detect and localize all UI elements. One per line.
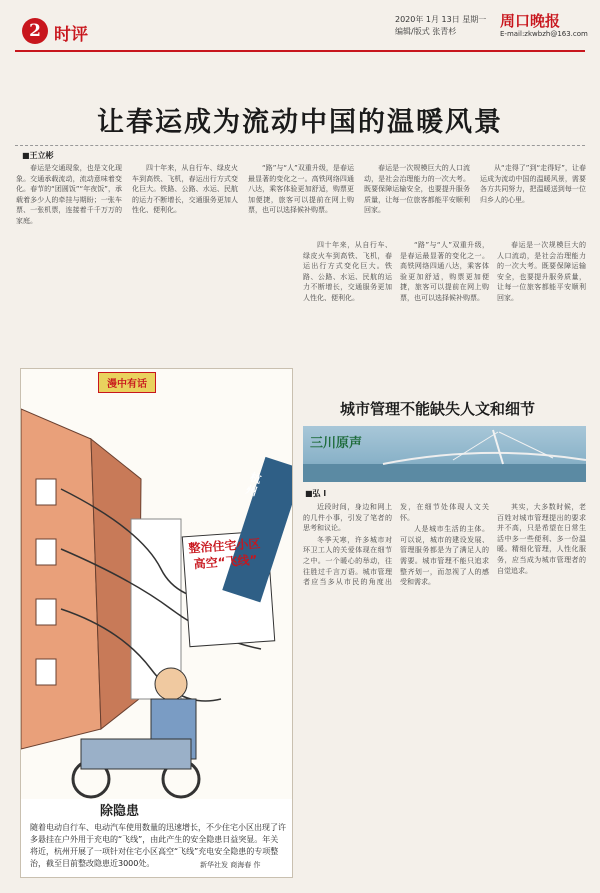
paragraph: 四十年来，从自行车、绿皮火车到高铁、飞机，春运出行方式变化巨大。铁路、公路、水运、民航的运力不断增长，交通服务更加人性化、便利化。: [132, 164, 238, 215]
paragraph: 冬季天寒，许多城市对环卫工人的关爱体现在细节之中。一个暖心的举动，往往胜过千言万语。城市管理者应当多从市民的角度出发，在细节处体现人文关怀。: [303, 503, 489, 587]
cartoon-illustration: [21, 369, 292, 799]
date-line: 2020年 1月 13日 星期一: [395, 15, 487, 24]
paragraph: “路”与“人”双重升级，是春运最显著的变化之一。高铁网络四通八达，乘客体验更加舒适，购票更加便捷，旅客可以提前在网上购票，也可以选择候补购票。: [400, 241, 489, 302]
newspaper-logo: 周口晚报: [500, 12, 561, 30]
article2-body: [303, 502, 586, 882]
byline: ■弘 l: [305, 489, 327, 498]
sub-headline: 城市管理不能缺失人文和细节: [340, 400, 536, 418]
page-number: 2: [22, 18, 48, 44]
paragraph: 其实，大多数时候，老百姓对城市管理提出的要求并不高，只是希望在日常生活中多一些便利、多一份温暖。精细化管理，人性化服务，应当成为城市管理者的自觉追求。: [497, 503, 586, 575]
cartoon-tag: 漫中有话: [98, 372, 156, 393]
paragraph: 近段时间，身边和网上的几件小事，引发了笔者的思考和议论。: [303, 503, 392, 533]
cartoon-sign-text: 整治住宅小区高空“飞线”: [188, 536, 261, 572]
article-continued: [303, 240, 586, 388]
main-headline: 让春运成为流动中国的温暖风景: [97, 107, 503, 138]
paragraph: 春运是交通现象，也是文化现象。交通承载流动，流动意味着变化。春节的“团圆饭”“年夜饭”，承载着多少人的牵挂与期盼；一张车票、一张机票，连接着千千万万的家庭。: [16, 164, 122, 225]
paragraph: 春运是一次规模巨大的人口流动，是社会治理能力的一次大考。既要保障运输安全，也要提升服务质量，让每一位旅客都能平安顺利回家。: [497, 241, 586, 302]
paragraph: 四十年来，从自行车、绿皮火车到高铁、飞机，春运出行方式变化巨大。铁路、公路、水运、民航的运力不断增长，交通服务更加人性化、便利化。: [303, 241, 392, 302]
city-label: 杭州: [244, 470, 263, 499]
section-title: 时评: [54, 25, 88, 45]
divider: [15, 145, 585, 146]
byline: ■王立彬: [22, 151, 54, 160]
header-rule: [15, 50, 585, 52]
paragraph: 人是城市生活的主体。可以说，城市的建设发展、管理服务都是为了满足人的需要。城市管理不能只追求整齐划一，而忽视了人的感受和需求。: [400, 525, 489, 587]
email-address: E-mail:zkwbzh@163.com: [500, 30, 588, 38]
date-meta: [395, 14, 486, 38]
column-tag: 三川原声: [310, 436, 363, 451]
cartoon-panel: [20, 368, 293, 878]
cartoon-title: 除隐患: [100, 804, 140, 819]
cartoon-caption: 随着电动自行车、电动汽车使用数量的迅速增长，不少住宅小区出现了许多悬挂在户外用于充电的“飞线”，由此产生的安全隐患日益突显。年关将近，杭州开展了一项针对住宅小区高空“飞线”充电安全隐患的专项整治，截至目前整改隐患近3000处。: [30, 823, 286, 868]
editor-line: 编辑/版式 张青杉: [395, 27, 457, 36]
paragraph: 从“走得了”到“走得好”，让春运成为流动中国的温暖风景，需要各方共同努力，把温暖送到每一位归乡人的心里。: [480, 164, 586, 204]
cartoon-credit: 新华社发 商海春 作: [200, 861, 261, 869]
paragraph: “路”与“人”双重升级，是春运最显著的变化之一。高铁网络四通八达，乘客体验更加舒适，购票更加便捷，旅客可以提前在网上购票，也可以选择候补购票。: [248, 164, 354, 215]
paragraph: 春运是一次规模巨大的人口流动，是社会治理能力的一次大考。既要保障运输安全，也要提升服务质量，让每一位旅客都能平安顺利回家。: [364, 164, 470, 215]
